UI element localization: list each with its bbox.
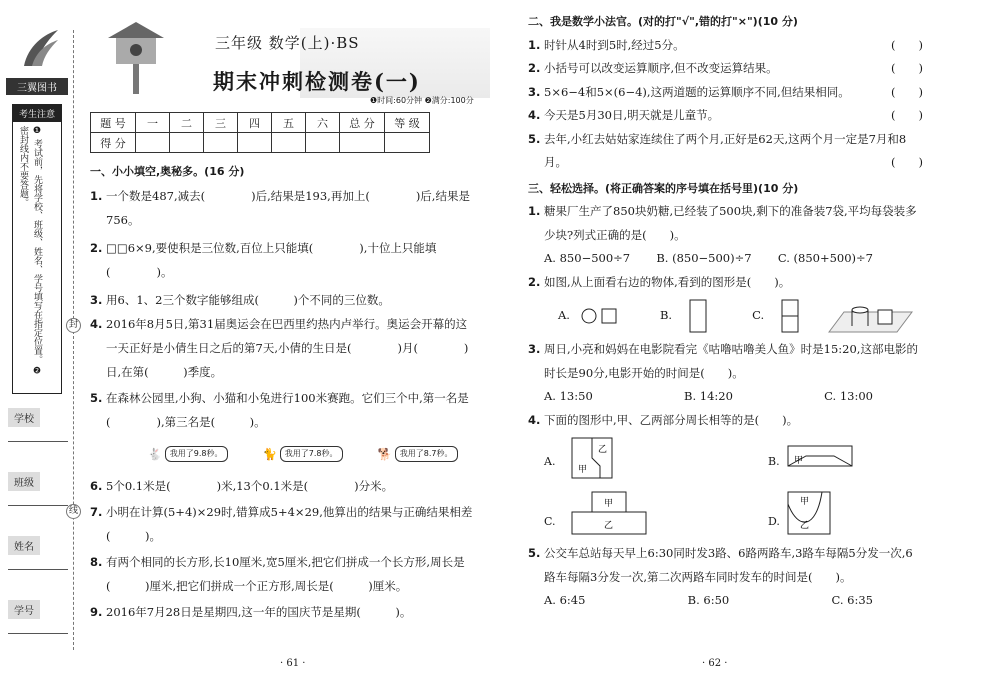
choice-question: 5. 公交车总站每天早上6:30同时发3路、6路两路车,3路车每隔5分发一次,6路车每隔3分发一次,第二次两路车同时发车的时间是( )。 (528, 546, 913, 584)
table-cell: 等 级 (385, 113, 430, 133)
score-input-cell[interactable] (272, 133, 306, 153)
question: 4. 2016年8月5日,第31届奥运会在巴西里约热内卢举行。奥运会开幕的这一天正好是小倩生日之后的第7天,小倩的生日是( )月( )日,在第( )季度。 (90, 317, 469, 379)
school-field[interactable]: 学校 (8, 408, 68, 442)
page-title: 期末冲刺检测卷(一) (213, 69, 421, 94)
question: 8. 有两个相同的长方形,长10厘米,宽5厘米,把它们拼成一个长方形,周长是( )厘米,把它们拼成一个正方形,周长是( )厘米。 (90, 555, 465, 593)
notice-body: ❶ 考试前，先将学校、班级、姓名、学号填写在指定位置。 ❷ 密封线内不要答题。 (18, 126, 42, 377)
svg-text:甲: 甲 (800, 497, 810, 507)
dog-bubble: 🐕 我用了8.7秒。 (377, 442, 457, 466)
table-row (91, 133, 430, 153)
svg-text:甲: 甲 (578, 465, 588, 475)
question: 1. 一个数是487,减去( )后,结果是193,再加上( )后,结果是756。 (90, 189, 470, 227)
seal-char: 封 (66, 318, 81, 333)
score-input-cell[interactable] (170, 133, 204, 153)
page-number: · 62 · (702, 658, 728, 669)
svg-text:甲: 甲 (604, 499, 614, 509)
cat-icon: 🐈 (262, 447, 277, 461)
choice-options: A. 850−500÷7 B. (850−500)÷7 C. (850+500)÷7 (544, 251, 873, 265)
perimeter-figures: A. 甲 乙 B. 甲 C. 甲 乙 D. 甲 乙 (528, 432, 923, 542)
seal-char: 线 (66, 504, 81, 519)
table-cell: 四 (238, 113, 272, 133)
exam-meta: ❶时间:60分钟 ❷满分:100分 (370, 96, 474, 105)
dog-icon: 🐕 (377, 447, 392, 461)
judge-item: 3. 5×6−4和5×(6−4),这两道题的运算顺序不同,但结果相同。 ( ) (528, 84, 923, 99)
table-cell: 五 (272, 113, 306, 133)
question: 7. 小明在计算(5+4)×29时,错算成5+4×29,他算出的结果与正确结果相差( )。 (90, 505, 473, 543)
question: 6. 5个0.1米是( )米,13个0.1米是( )分米。 (90, 479, 394, 493)
tall-rectangle-figure (682, 298, 722, 334)
left-column (90, 160, 475, 624)
birdhouse-illustration (96, 14, 176, 94)
svg-text:乙: 乙 (800, 521, 810, 531)
judge-item: 4. 今天是5月30日,明天就是儿童节。 ( ) (528, 108, 923, 122)
score-input-cell[interactable] (204, 133, 238, 153)
svg-text:乙: 乙 (598, 445, 608, 455)
section-heading: 一、小小填空,奥秘多。(16 分) (90, 165, 245, 178)
stacked-rectangle-figure (774, 298, 814, 334)
question: 5. 在森林公园里,小狗、小猫和小兔进行100米赛跑。它们三个中,第一名是( ),第三名是( )。 (90, 391, 469, 429)
table-cell: 六 (306, 113, 340, 133)
score-input-cell[interactable] (340, 133, 385, 153)
table-cell: 一 (136, 113, 170, 133)
notice-title: 考生注意 (13, 105, 61, 122)
figure-b (786, 444, 856, 470)
svg-text:甲: 甲 (794, 456, 804, 466)
table-cell: 总 分 (340, 113, 385, 133)
judge-item: 2. 小括号可以改变运算顺序,但不改变运算结果。 ( ) (528, 61, 923, 75)
question: 2. □□6×9,要使积是三位数,百位上只能填( ),十位上只能填( )。 (90, 241, 437, 279)
score-input-cell[interactable] (306, 133, 340, 153)
section-heading: 二、我是数学小法官。(对的打"√",错的打"×")(10 分) (528, 15, 798, 28)
svg-text:乙: 乙 (604, 521, 614, 531)
class-field[interactable]: 班级 (8, 472, 68, 506)
question: 3. 用6、1、2三个数字能够组成( )个不同的三位数。 (90, 293, 390, 307)
choice-options: A. 6:45 B. 6:50 C. 6:35 (544, 593, 873, 607)
view-figures: A. B. C. (528, 294, 923, 338)
rabbit-icon: 🐇 (147, 447, 162, 461)
figure-a (570, 436, 620, 486)
name-field[interactable]: 姓名 (8, 536, 68, 570)
publisher-logo-icon (14, 26, 60, 72)
score-input-cell[interactable] (238, 133, 272, 153)
choice-question: 4. 下面的图形中,甲、乙两部分周长相等的是( )。 (528, 412, 799, 427)
exam-notice-box (12, 104, 62, 394)
score-table (90, 112, 430, 153)
table-row (91, 113, 430, 133)
grade-subject: 三年级 数学(上)·BS (215, 34, 360, 52)
publisher-name: 三翼图书 (6, 78, 68, 95)
judge-item: 5. 去年,小红去姑姑家连续住了两个月,正好是62天,这两个月一定是7月和8月。 ( ) (528, 131, 923, 169)
table-cell: 得 分 (91, 133, 136, 153)
table-cell: 三 (204, 113, 238, 133)
choice-question: 2. 如图,从上面看右边的物体,看到的图形是( )。 (528, 274, 791, 289)
section-heading: 三、轻松选择。(将正确答案的序号填在括号里)(10 分) (528, 181, 799, 195)
binding-sidebar (0, 0, 75, 682)
figure-d (786, 490, 836, 540)
cat-bubble: 🐈 我用了7.8秒。 (262, 442, 342, 466)
right-column (528, 10, 923, 613)
score-input-cell[interactable] (136, 133, 170, 153)
seal-line (73, 30, 74, 650)
cylinder-cube-3d-figure (824, 298, 914, 334)
race-illustration (90, 434, 475, 474)
choice-options: A. 13:50 B. 14:20 C. 13:00 (544, 389, 873, 403)
page-number: · 61 · (280, 658, 306, 669)
score-input-cell[interactable] (385, 133, 430, 153)
question: 9. 2016年7月28日是星期四,这一年的国庆节是星期( )。 (90, 605, 412, 619)
judge-item: 1. 时针从4时到5时,经过5分。 ( ) (528, 37, 923, 52)
rabbit-bubble: 🐇 我用了9.8秒。 (147, 442, 227, 466)
table-cell: 题 号 (91, 113, 136, 133)
choice-question: 1. 糖果厂生产了850块奶糖,已经装了500块,剩下的准备装7袋,平均每袋装多少块?列式正确的是( )。 (528, 204, 917, 242)
table-cell: 二 (170, 113, 204, 133)
circle-square-figure (580, 306, 630, 326)
figure-c (570, 490, 650, 540)
student-id-field[interactable]: 学号 (8, 600, 68, 634)
choice-question: 3. 周日,小亮和妈妈在电影院看完《咕噜咕噜美人鱼》时是15:20,这部电影的时长是90分,电影开始的时间是( )。 (528, 342, 918, 380)
